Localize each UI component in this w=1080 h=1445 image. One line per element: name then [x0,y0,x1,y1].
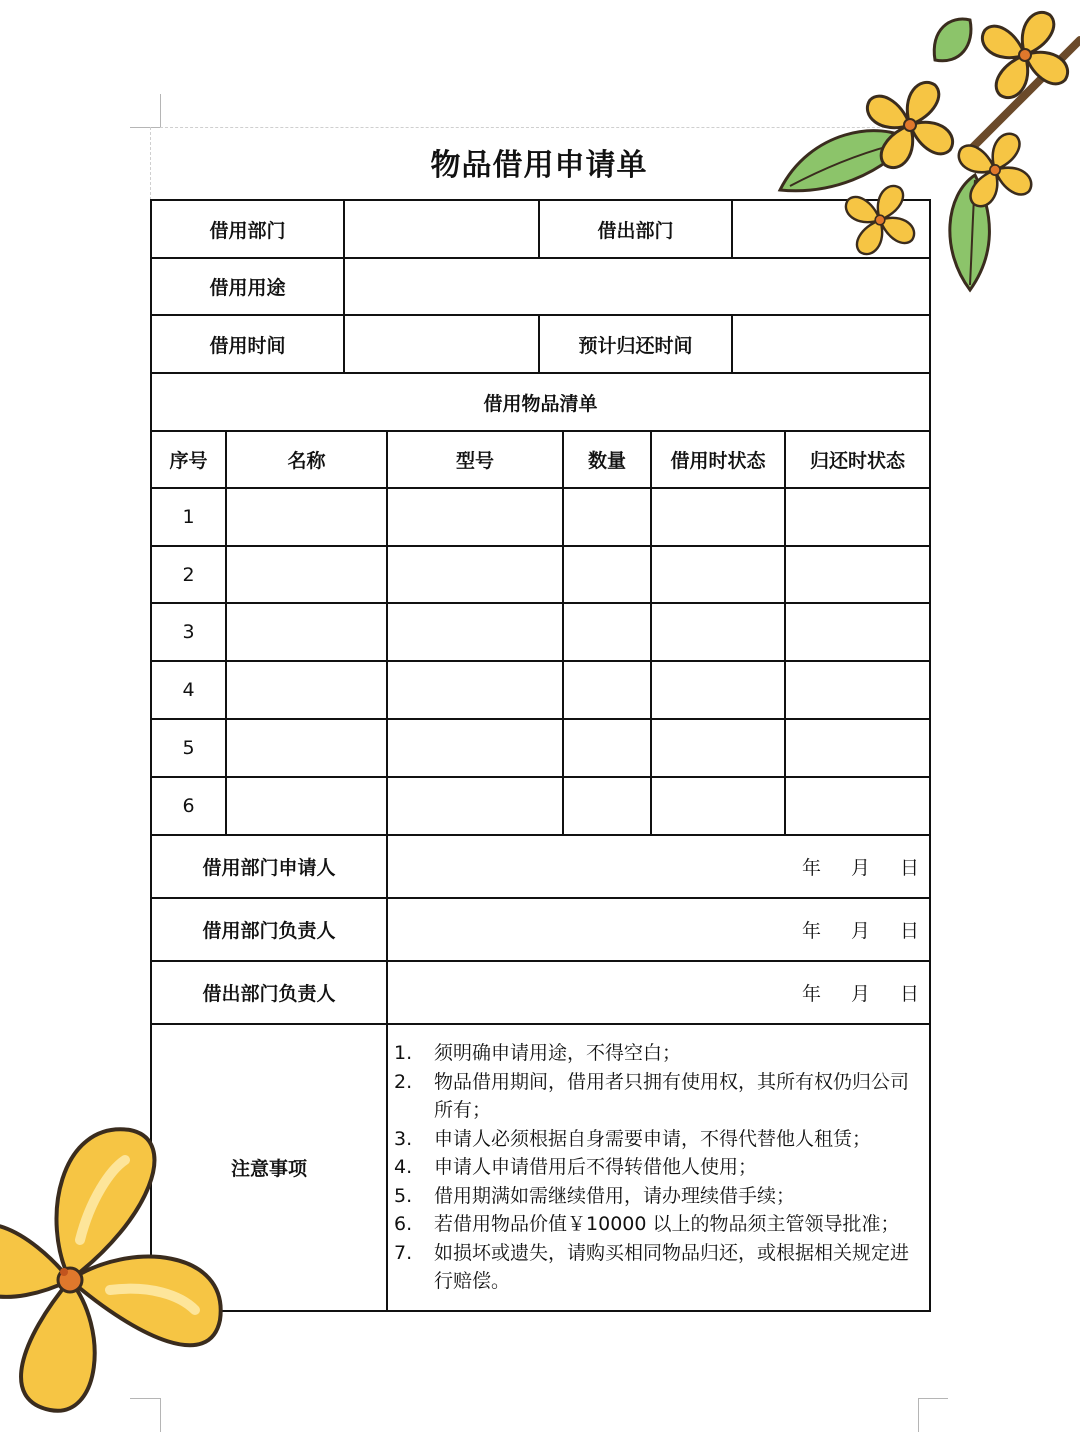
item-return-status-cell[interactable] [785,488,930,546]
note-text: 如损坏或遗失，请购买相同物品归还，或根据相关规定进行赔偿。 [434,1241,910,1292]
item-borrow-status-cell[interactable] [651,603,785,661]
borrow-head-label: 借用部门负责人 [151,898,387,961]
list-item [394,1125,919,1154]
notes-list [394,1039,919,1296]
row-list-title [151,373,930,431]
table-row [151,488,930,546]
note-text: 物品借用期间，借用者只拥有使用权，其所有权仍归公司所有； [434,1070,910,1121]
applicant-label: 借用部门申请人 [151,835,387,898]
item-name-cell[interactable] [226,719,387,777]
list-item [394,1039,919,1068]
flower-icon [0,1129,221,1410]
large-flower-decoration [0,1100,240,1420]
note-number: 6. [394,1213,413,1235]
note-text: 申请人申请借用后不得转借他人使用； [434,1156,758,1178]
list-item [394,1153,919,1182]
item-return-status-cell[interactable] [785,719,930,777]
row-times [151,315,930,373]
flower-icon [867,82,952,167]
crop-mark [160,94,161,128]
crop-mark [918,1398,919,1432]
row-signature-lend-head [151,961,930,1024]
day-label: 日 [900,857,920,879]
item-model-cell[interactable] [387,777,563,835]
note-number: 2. [394,1070,413,1093]
lend-head-sign-date-field[interactable] [387,961,930,1024]
crop-mark [130,127,160,128]
item-model-cell[interactable] [387,488,563,546]
return-time-field[interactable] [732,315,930,373]
applicant-sign-date-field[interactable] [387,835,930,898]
flower-icon [846,186,914,254]
row-index: 2 [151,546,226,603]
list-item [394,1182,919,1211]
crop-mark [918,1398,948,1399]
item-quantity-cell[interactable] [563,546,651,603]
item-name-cell[interactable] [226,546,387,603]
note-number: 4. [394,1156,413,1178]
row-index: 1 [151,488,226,546]
notes-label: 注意事项 [151,1024,387,1311]
flower-icon [982,12,1067,97]
list-item [394,1239,919,1296]
item-name-cell[interactable] [226,777,387,835]
item-name-cell[interactable] [226,661,387,719]
note-number: 7. [394,1241,413,1264]
item-model-cell[interactable] [387,719,563,777]
item-borrow-status-cell[interactable] [651,488,785,546]
purpose-label: 借用用途 [151,258,344,315]
row-notes [151,1024,930,1311]
item-model-cell[interactable] [387,546,563,603]
item-name-cell[interactable] [226,603,387,661]
item-quantity-cell[interactable] [563,777,651,835]
item-return-status-cell[interactable] [785,661,930,719]
table-row [151,777,930,835]
item-list-title: 借用物品清单 [151,373,930,431]
table-row [151,719,930,777]
col-header-index: 序号 [151,431,226,488]
note-text: 申请人必须根据自身需要申请，不得代替他人租赁； [434,1127,872,1150]
col-header-borrow-status: 借用时状态 [651,431,785,488]
row-index: 3 [151,603,226,661]
borrow-time-field[interactable] [344,315,539,373]
borrow-dept-field[interactable] [344,200,539,258]
note-text: 若借用物品价值￥10000 以上的物品须主管领导批准； [434,1213,900,1235]
return-time-label: 预计归还时间 [539,315,732,373]
row-column-headers [151,431,930,488]
col-header-return-status: 归还时状态 [785,431,930,488]
table-row [151,546,930,603]
item-return-status-cell[interactable] [785,777,930,835]
borrow-time-label: 借用时间 [151,315,344,373]
item-name-cell[interactable] [226,488,387,546]
item-borrow-status-cell[interactable] [651,719,785,777]
year-label: 年 [801,983,821,1005]
item-model-cell[interactable] [387,661,563,719]
item-model-cell[interactable] [387,603,563,661]
list-item [394,1210,919,1239]
item-borrow-status-cell[interactable] [651,777,785,835]
row-index: 6 [151,777,226,835]
lend-dept-label: 借出部门 [539,200,732,258]
notes-content [387,1024,930,1311]
row-index: 4 [151,661,226,719]
item-quantity-cell[interactable] [563,488,651,546]
item-borrow-status-cell[interactable] [651,661,785,719]
col-header-model: 型号 [387,431,563,488]
row-signature-borrow-head [151,898,930,961]
table-row [151,603,930,661]
flower-icon [959,134,1031,206]
month-label: 月 [851,857,871,879]
year-label: 年 [801,857,821,879]
document-title: 物品借用申请单 [430,148,648,183]
table-row [151,661,930,719]
month-label: 月 [851,983,871,1005]
day-label: 日 [900,983,920,1005]
col-header-name: 名称 [226,431,387,488]
borrow-dept-label: 借用部门 [151,200,344,258]
note-text: 须明确申请用途，不得空白； [434,1042,682,1064]
borrow-form-table [150,199,931,1312]
col-header-quantity: 数量 [563,431,651,488]
row-signature-applicant [151,835,930,898]
item-quantity-cell[interactable] [563,661,651,719]
row-index: 5 [151,719,226,777]
note-text: 借用期满如需继续借用，请办理续借手续； [434,1184,796,1207]
year-label: 年 [801,920,821,942]
item-borrow-status-cell[interactable] [651,546,785,603]
leaf-icon [934,19,971,61]
note-number: 1. [394,1042,413,1064]
borrow-head-sign-date-field[interactable] [387,898,930,961]
item-return-status-cell[interactable] [785,546,930,603]
note-number: 5. [394,1184,413,1207]
month-label: 月 [851,920,871,942]
item-quantity-cell[interactable] [563,719,651,777]
day-label: 日 [900,920,920,942]
item-return-status-cell[interactable] [785,603,930,661]
note-number: 3. [394,1127,413,1150]
lend-head-label: 借出部门负责人 [151,961,387,1024]
osmanthus-flowers-decoration [770,0,1080,300]
item-quantity-cell[interactable] [563,603,651,661]
list-item [394,1068,919,1125]
